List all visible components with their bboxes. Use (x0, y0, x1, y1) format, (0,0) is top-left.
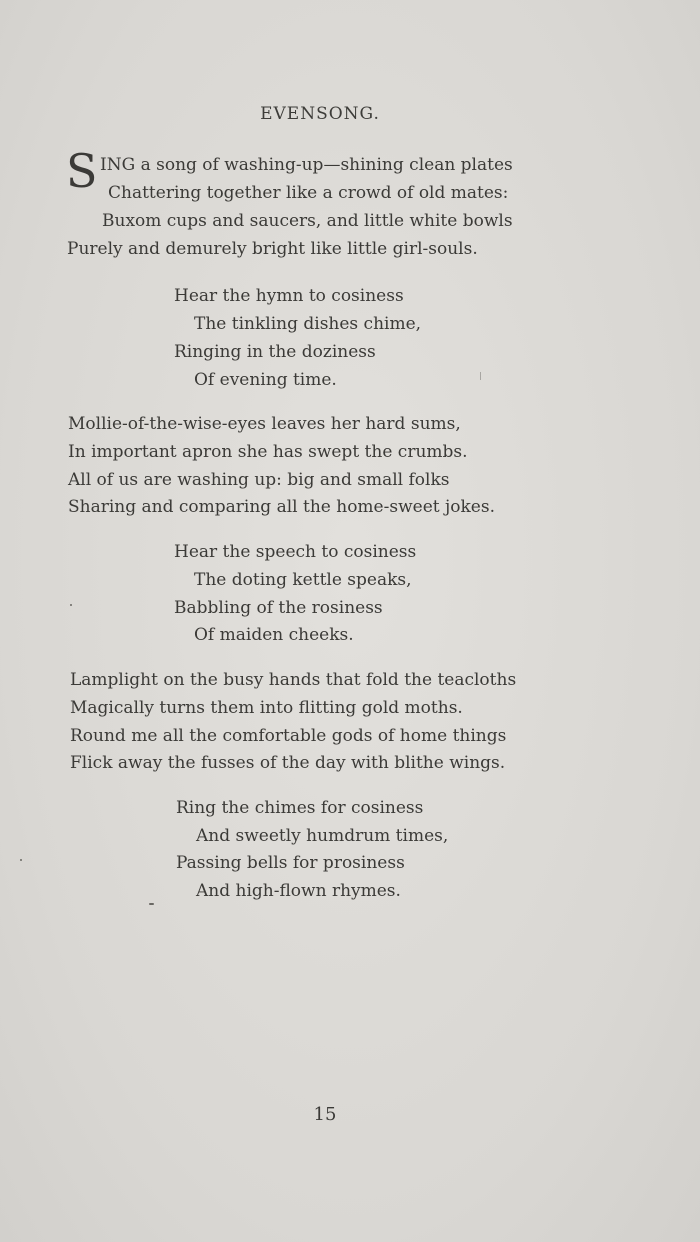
ink-speck (20, 859, 22, 861)
refrain-line: Ring the chimes for cosiness (176, 798, 424, 818)
poem-line: Lamplight on the busy hands that fold the teacloths (70, 670, 517, 690)
poem-line: Flick away the fusses of the day with blithe wings. (70, 753, 506, 773)
refrain-line: The doting kettle speaks, (194, 570, 412, 590)
poem-line: ING a song of washing-up—shining clean plates (100, 155, 513, 175)
poem-line: Buxom cups and saucers, and little white bowls (102, 211, 513, 231)
refrain-line: Of evening time. (194, 370, 337, 390)
page-number: 15 (313, 1104, 337, 1125)
drop-cap: S (66, 144, 98, 198)
poem-line: All of us are washing up: big and small folks (68, 470, 450, 490)
refrain-line: Passing bells for prosiness (176, 853, 405, 873)
poem-line: Magically turns them into flitting gold moths. (70, 698, 463, 718)
refrain-line: Babbling of the rosiness (174, 598, 383, 618)
refrain-line: And high-flown rhymes. (196, 881, 401, 901)
ink-speck (480, 372, 481, 380)
refrain-line: Hear the hymn to cosiness (174, 286, 404, 306)
refrain-line: And sweetly humdrum times, (196, 826, 449, 846)
poem-line: Sharing and comparing all the home-sweet jokes. (68, 497, 495, 517)
poem-line: Mollie-of-the-wise-eyes leaves her hard sums, (68, 414, 461, 434)
refrain-line: The tinkling dishes chime, (194, 314, 422, 334)
refrain-line: Hear the speech to cosiness (174, 542, 417, 562)
refrain-line: Of maiden cheeks. (194, 625, 354, 645)
poem-line: Purely and demurely bright like little girl-souls. (67, 239, 478, 259)
poem-line: In important apron she has swept the crumbs. (68, 442, 468, 462)
refrain-line: Ringing in the doziness (174, 342, 376, 362)
ink-speck (149, 903, 154, 905)
poem-line: Chattering together like a crowd of old mates: (108, 183, 509, 203)
ink-speck (70, 604, 72, 606)
poem-line: Round me all the comfortable gods of home things (70, 726, 507, 746)
poem-title: EVENSONG. (260, 104, 380, 124)
